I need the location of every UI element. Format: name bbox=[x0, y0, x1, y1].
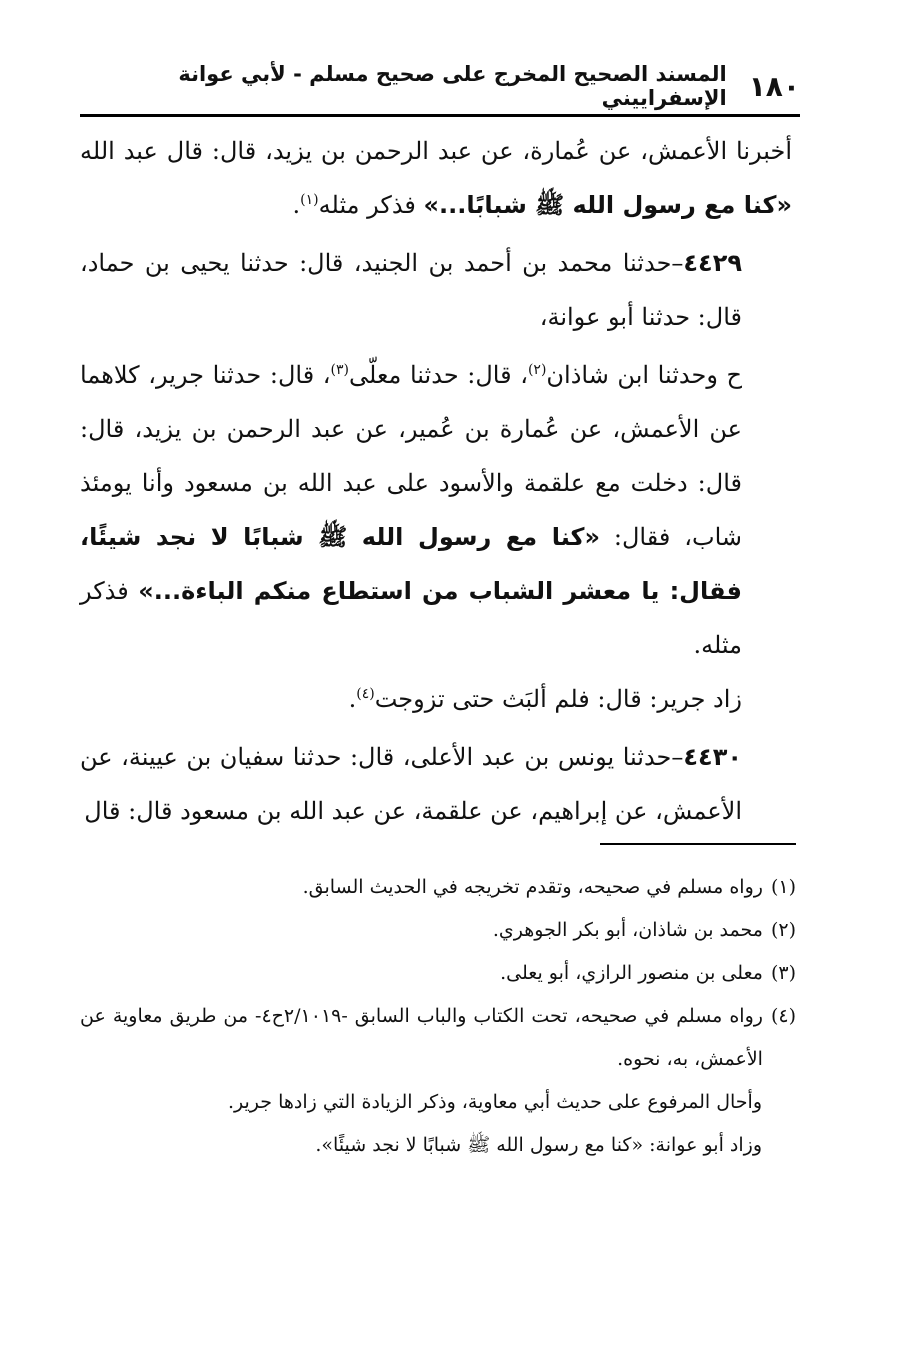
footnote-text: محمد بن شاذان، أبو بكر الجوهري. bbox=[492, 919, 763, 941]
text-run: ، قال: حدثنا معلّى bbox=[349, 361, 528, 389]
footnote-text: رواه مسلم في صحيحه، وتقدم تخريجه في الحديث السابق. bbox=[302, 876, 763, 898]
footnote-number: (٢) bbox=[770, 919, 796, 941]
footnote-item bbox=[80, 866, 796, 909]
footnote-number: (١) bbox=[770, 876, 796, 898]
page-header bbox=[80, 62, 800, 110]
text-run: حماد، قال: حدثنا أبو عوانة، bbox=[80, 249, 742, 331]
footnote-number: (٣) bbox=[770, 962, 796, 984]
text-run: زاد جرير: قال: فلم ألبَث حتى تزوجت bbox=[374, 685, 742, 713]
footnote-ref: (٢) bbox=[527, 362, 547, 378]
hadith-4430 bbox=[80, 730, 792, 838]
text-run: فذكر مثله bbox=[318, 191, 424, 219]
text-run: . bbox=[348, 685, 357, 713]
text-run: عن الأعمش، عن إبراهيم، عن علقمة، عن عبد الله بن مسعود قال: قال bbox=[80, 743, 742, 825]
text-run: . bbox=[292, 191, 301, 219]
footnote-item bbox=[80, 995, 796, 1081]
footnote-item bbox=[80, 952, 796, 995]
text-run: فقال: bbox=[600, 523, 671, 551]
footnote-text: رواه مسلم في صحيحه، تحت الكتاب والباب السابق -٢/١٠١٩ح٤- من طريق معاوية عن الأعمش، به، نحوه. bbox=[80, 1005, 763, 1070]
hadith-4429 bbox=[80, 236, 792, 344]
hadith-quote: «كنا مع رسول الله ﷺ شبابًا...» bbox=[423, 191, 792, 219]
page-number: ١٨٠ bbox=[748, 69, 800, 103]
text-run: ، قال: حدثنا جرير، bbox=[148, 361, 331, 389]
footnote-text: معلى بن منصور الرازي، أبو يعلى. bbox=[500, 962, 763, 984]
text-run: –حدثنا يونس بن عبد الأعلى، قال: حدثنا سفيان بن عيينة، bbox=[121, 743, 684, 771]
footnote-ref: (٣) bbox=[330, 362, 349, 378]
header-rule bbox=[80, 114, 800, 117]
text-run: فذكر مثله. bbox=[80, 577, 742, 659]
footnote-number: (٤) bbox=[770, 1005, 796, 1027]
text-run: كلاهما عن الأعمش، عن عُمارة بن عُمير، عن عبد الرحمن بن يزيد، قال: bbox=[80, 361, 742, 443]
footnote-continuation: وزاد أبو عوانة: «كنا مع رسول الله ﷺ شبابًا لا نجد شيئًا». bbox=[315, 1134, 762, 1156]
hadith-number: ٤٤٢٩ bbox=[683, 249, 742, 277]
text-run: ح وحدثنا ابن شاذان bbox=[546, 361, 743, 389]
footnote-continuation: وأحال المرفوع على حديث أبي معاوية، وذكر الزيادة التي زادها جرير. bbox=[227, 1091, 762, 1113]
addition-note bbox=[80, 672, 792, 726]
footnotes bbox=[80, 866, 796, 1167]
footnote-separator bbox=[600, 843, 796, 845]
running-title: المسند الصحيح المخرج على صحيح مسلم - لأبي عوانة الإسفراييني bbox=[178, 62, 727, 110]
hadith-quote: «كنا مع رسول الله ﷺ شبابًا لا نجد شيئًا، فقال: يا معشر الشباب من استطاع منكم الباءة...» bbox=[80, 523, 743, 605]
footnote-item bbox=[80, 909, 796, 952]
text-run: –حدثنا محمد بن أحمد بن الجنيد، قال: حدثنا يحيى بن bbox=[144, 249, 684, 277]
hadith-number: ٤٤٣٠ bbox=[683, 743, 742, 771]
main-text bbox=[80, 124, 792, 838]
paragraph-continuation bbox=[80, 124, 792, 232]
text-line: أخبرنا الأعمش، عن عُمارة، عن عبد الرحمن بن يزيد، قال: قال عبد الله bbox=[80, 137, 792, 165]
text-run: قال: دخلت مع علقمة والأسود على عبد الله بن مسعود وأنا يومئذ شاب، bbox=[80, 469, 742, 551]
hadith-4429-alt-chain bbox=[80, 348, 792, 672]
footnote-ref: (٤) bbox=[356, 686, 375, 702]
footnote-ref: (١) bbox=[300, 192, 319, 208]
